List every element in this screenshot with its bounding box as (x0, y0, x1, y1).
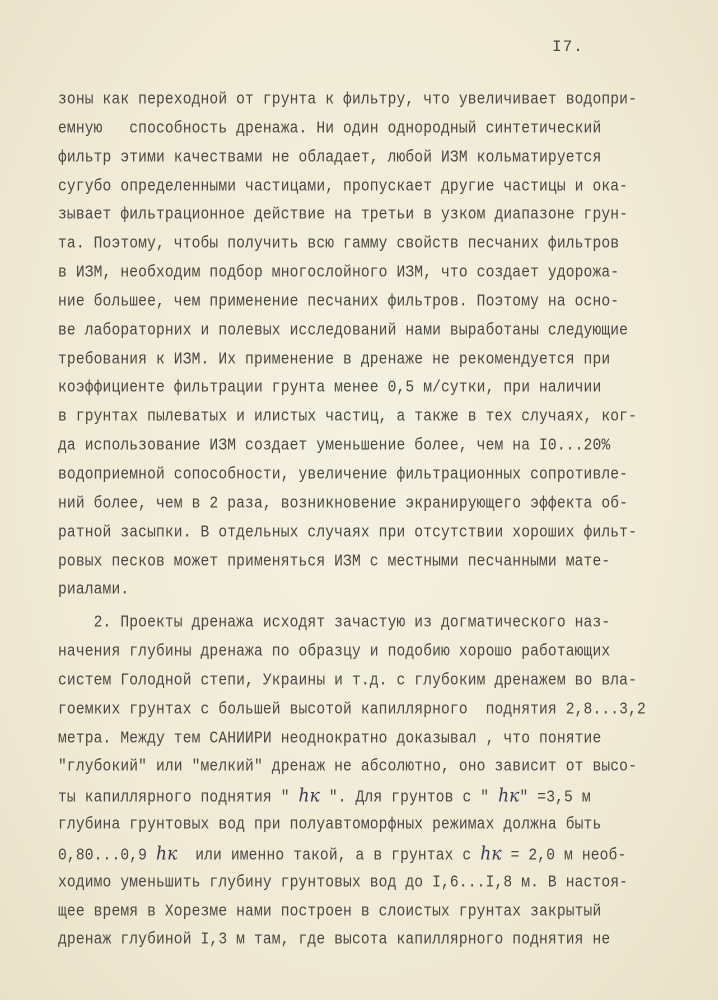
text-line: ние большее, чем применение песчаних фильтров. Поэтому на осно- (58, 292, 620, 311)
text-line: фильтр этими качествами не обладает, любой ИЗМ кольматируется (58, 148, 602, 167)
text-line: водоприемной сопособности, увеличение фильтрационных сопротивле- (58, 465, 629, 484)
text-line: систем Голодной степи, Украины и т.д. с глубоким дренажем во вла- (58, 671, 637, 690)
handwritten-hk: hк (498, 784, 520, 808)
text-line: коэффициенте фильтрации грунта менее 0,5 м/сутки, при наличии (58, 379, 602, 398)
handwritten-hk: hк (155, 842, 178, 866)
text-line: сугубо определенными частицами, пропускает другие частицы и ока- (58, 177, 629, 196)
text-line: емную способность дренажа. Ни один однородный синтетический (58, 119, 602, 138)
text-line: глубина грунтовых вод при полуавтоморфных режимах должна быть (58, 816, 602, 835)
text-line: риалами. (58, 581, 130, 600)
text-line: да использование ИЗМ создает уменьшение более, чем на I0...20% (58, 437, 611, 456)
text-segment: 0,80...0,9 (58, 847, 156, 866)
text-line: ний более, чем в 2 раза, возникновение экранирующего эффекта об- (58, 494, 629, 513)
paragraph-2-start: 2. Проекты дренажа исходят зачастую из догматического наз- (58, 614, 611, 633)
text-line: ратной засыпки. В отдельных случаях при отсутствии хороших фильт- (58, 523, 637, 542)
text-segment: = 2,0 м необ- (501, 847, 627, 866)
handwritten-hk: hк (298, 784, 320, 808)
text-line: требования к ИЗМ. Их применение в дренаже не рекомендуется при (58, 350, 611, 369)
text-line: зоны как переходной от грунта к фильтру, что увеличивает водопри- (58, 90, 637, 109)
text-line: зывает фильтрационное действие на третьи в узком диапазоне грун- (58, 206, 629, 225)
text-line (58, 781, 678, 813)
text-line: ве лабораторних и полевых исследований нами выработаны следующие (58, 321, 629, 340)
text-segment: ты капиллярного поднятия " (58, 789, 299, 808)
text-line: начения глубины дренажа по образцу и подобию хорошо работающих (58, 643, 611, 661)
document-body (58, 86, 678, 955)
text-line: "глубокий" или "мелкий" дренаж не абсолютно, оно зависит от высо- (58, 758, 637, 777)
text-segment: ". Для грунтов с " (319, 789, 499, 808)
text-line: дренаж глубиной I,3 м там, где высота капиллярного поднятия не (58, 931, 611, 950)
text-line: метра. Между тем САНИИРИ неоднократно доказывал , что понятие (58, 729, 602, 748)
handwritten-hk: hк (480, 842, 502, 866)
text-line: в грунтах пылеватых и илистых частиц, а также в тех случаях, ког- (58, 408, 637, 427)
text-line: ровых песков может применяться ИЗМ с местными песчанными мате- (58, 552, 611, 571)
page-number: I7. (552, 38, 584, 56)
text-line: ходимо уменьшить глубину грунтовых вод до I,6...I,8 м. В настоя- (58, 873, 629, 892)
text-line: гоемких грунтах с большей высотой капиллярного поднятия 2,8...3,2 (58, 700, 646, 719)
text-line: щее время в Хорезме нами построен в слоистых грунтах закрытый (58, 902, 602, 921)
text-line: в ИЗМ, необходим подбор многослойного ИЗМ, что создает удорожа- (58, 264, 620, 282)
text-line (58, 838, 678, 870)
text-segment: " =3,5 м (519, 789, 591, 808)
text-line: та. Поэтому, чтобы получить всю гамму свойств песчаних фильтров (58, 235, 620, 254)
text-segment: или именно такой, а в грунтах с (177, 847, 481, 866)
